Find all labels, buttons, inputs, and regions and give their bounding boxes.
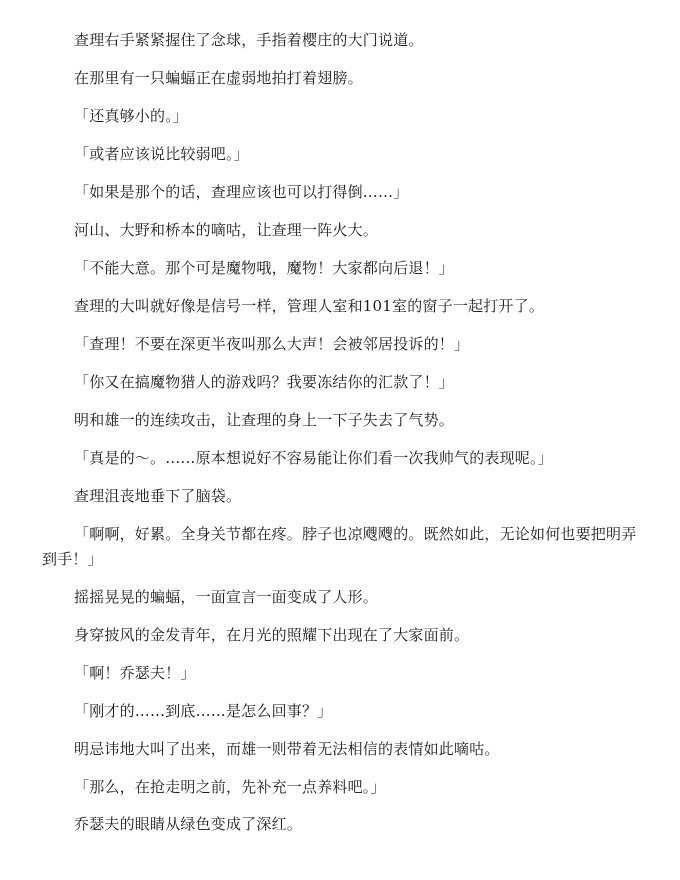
paragraph: 「啊！乔瑟夫！」 <box>74 663 196 682</box>
paragraph: 「还真够小的。」 <box>74 106 189 125</box>
paragraph: 在那里有一只蝙蝠正在虚弱地拍打着翅膀。 <box>74 68 363 87</box>
paragraph: 摇摇晃晃的蝙蝠，一面宣言一面变成了人形。 <box>74 587 379 606</box>
paragraph: 查理的大叫就好像是信号一样，管理人室和101室的窗子一起打开了。 <box>74 296 545 315</box>
paragraph: 「刚才的……到底……是怎么回事？」 <box>74 701 333 720</box>
paragraph: 「真是的～。……原本想说好不容易能让你们看一次我帅气的表现呢。」 <box>74 448 553 467</box>
paragraph: 河山、大野和桥本的嘀咕，让查理一阵火大。 <box>74 220 379 239</box>
paragraph: 「那么，在抢走明之前，先补充一点养料吧。」 <box>74 777 386 796</box>
paragraph: 身穿披风的金发青年，在月光的照耀下出现在了大家面前。 <box>74 625 470 644</box>
paragraph: 乔瑟夫的眼睛从绿色变成了深红。 <box>74 815 303 834</box>
paragraph: 查理沮丧地垂下了脑袋。 <box>74 486 242 505</box>
paragraph: 「不能大意。那个可是魔物哦，魔物！大家都向后退！」 <box>74 258 455 277</box>
paragraph: 明忌讳地大叫了出来，而雄一则带着无法相信的表情如此嘀咕。 <box>74 739 500 758</box>
paragraph: 「如果是那个的话，查理应该也可以打得倒……」 <box>74 182 409 201</box>
paragraph: 「你又在搞魔物猎人的游戏吗？我要冻结你的汇款了！」 <box>74 372 455 391</box>
paragraph: 「啊啊，好累。全身关节都在疼。脖子也凉飕飕的。既然如此，无论如何也要把明弄到手！」 <box>42 524 637 568</box>
paragraph: 查理右手紧紧握住了念球，手指着樱庄的大门说道。 <box>74 31 424 49</box>
paragraph: 「查理！不要在深更半夜叫那么大声！会被邻居投诉的！」 <box>74 334 470 353</box>
paragraph: 明和雄一的连续攻击，让查理的身上一下子失去了气势。 <box>74 410 455 429</box>
paragraph: 「或者应该说比较弱吧。」 <box>74 144 249 163</box>
